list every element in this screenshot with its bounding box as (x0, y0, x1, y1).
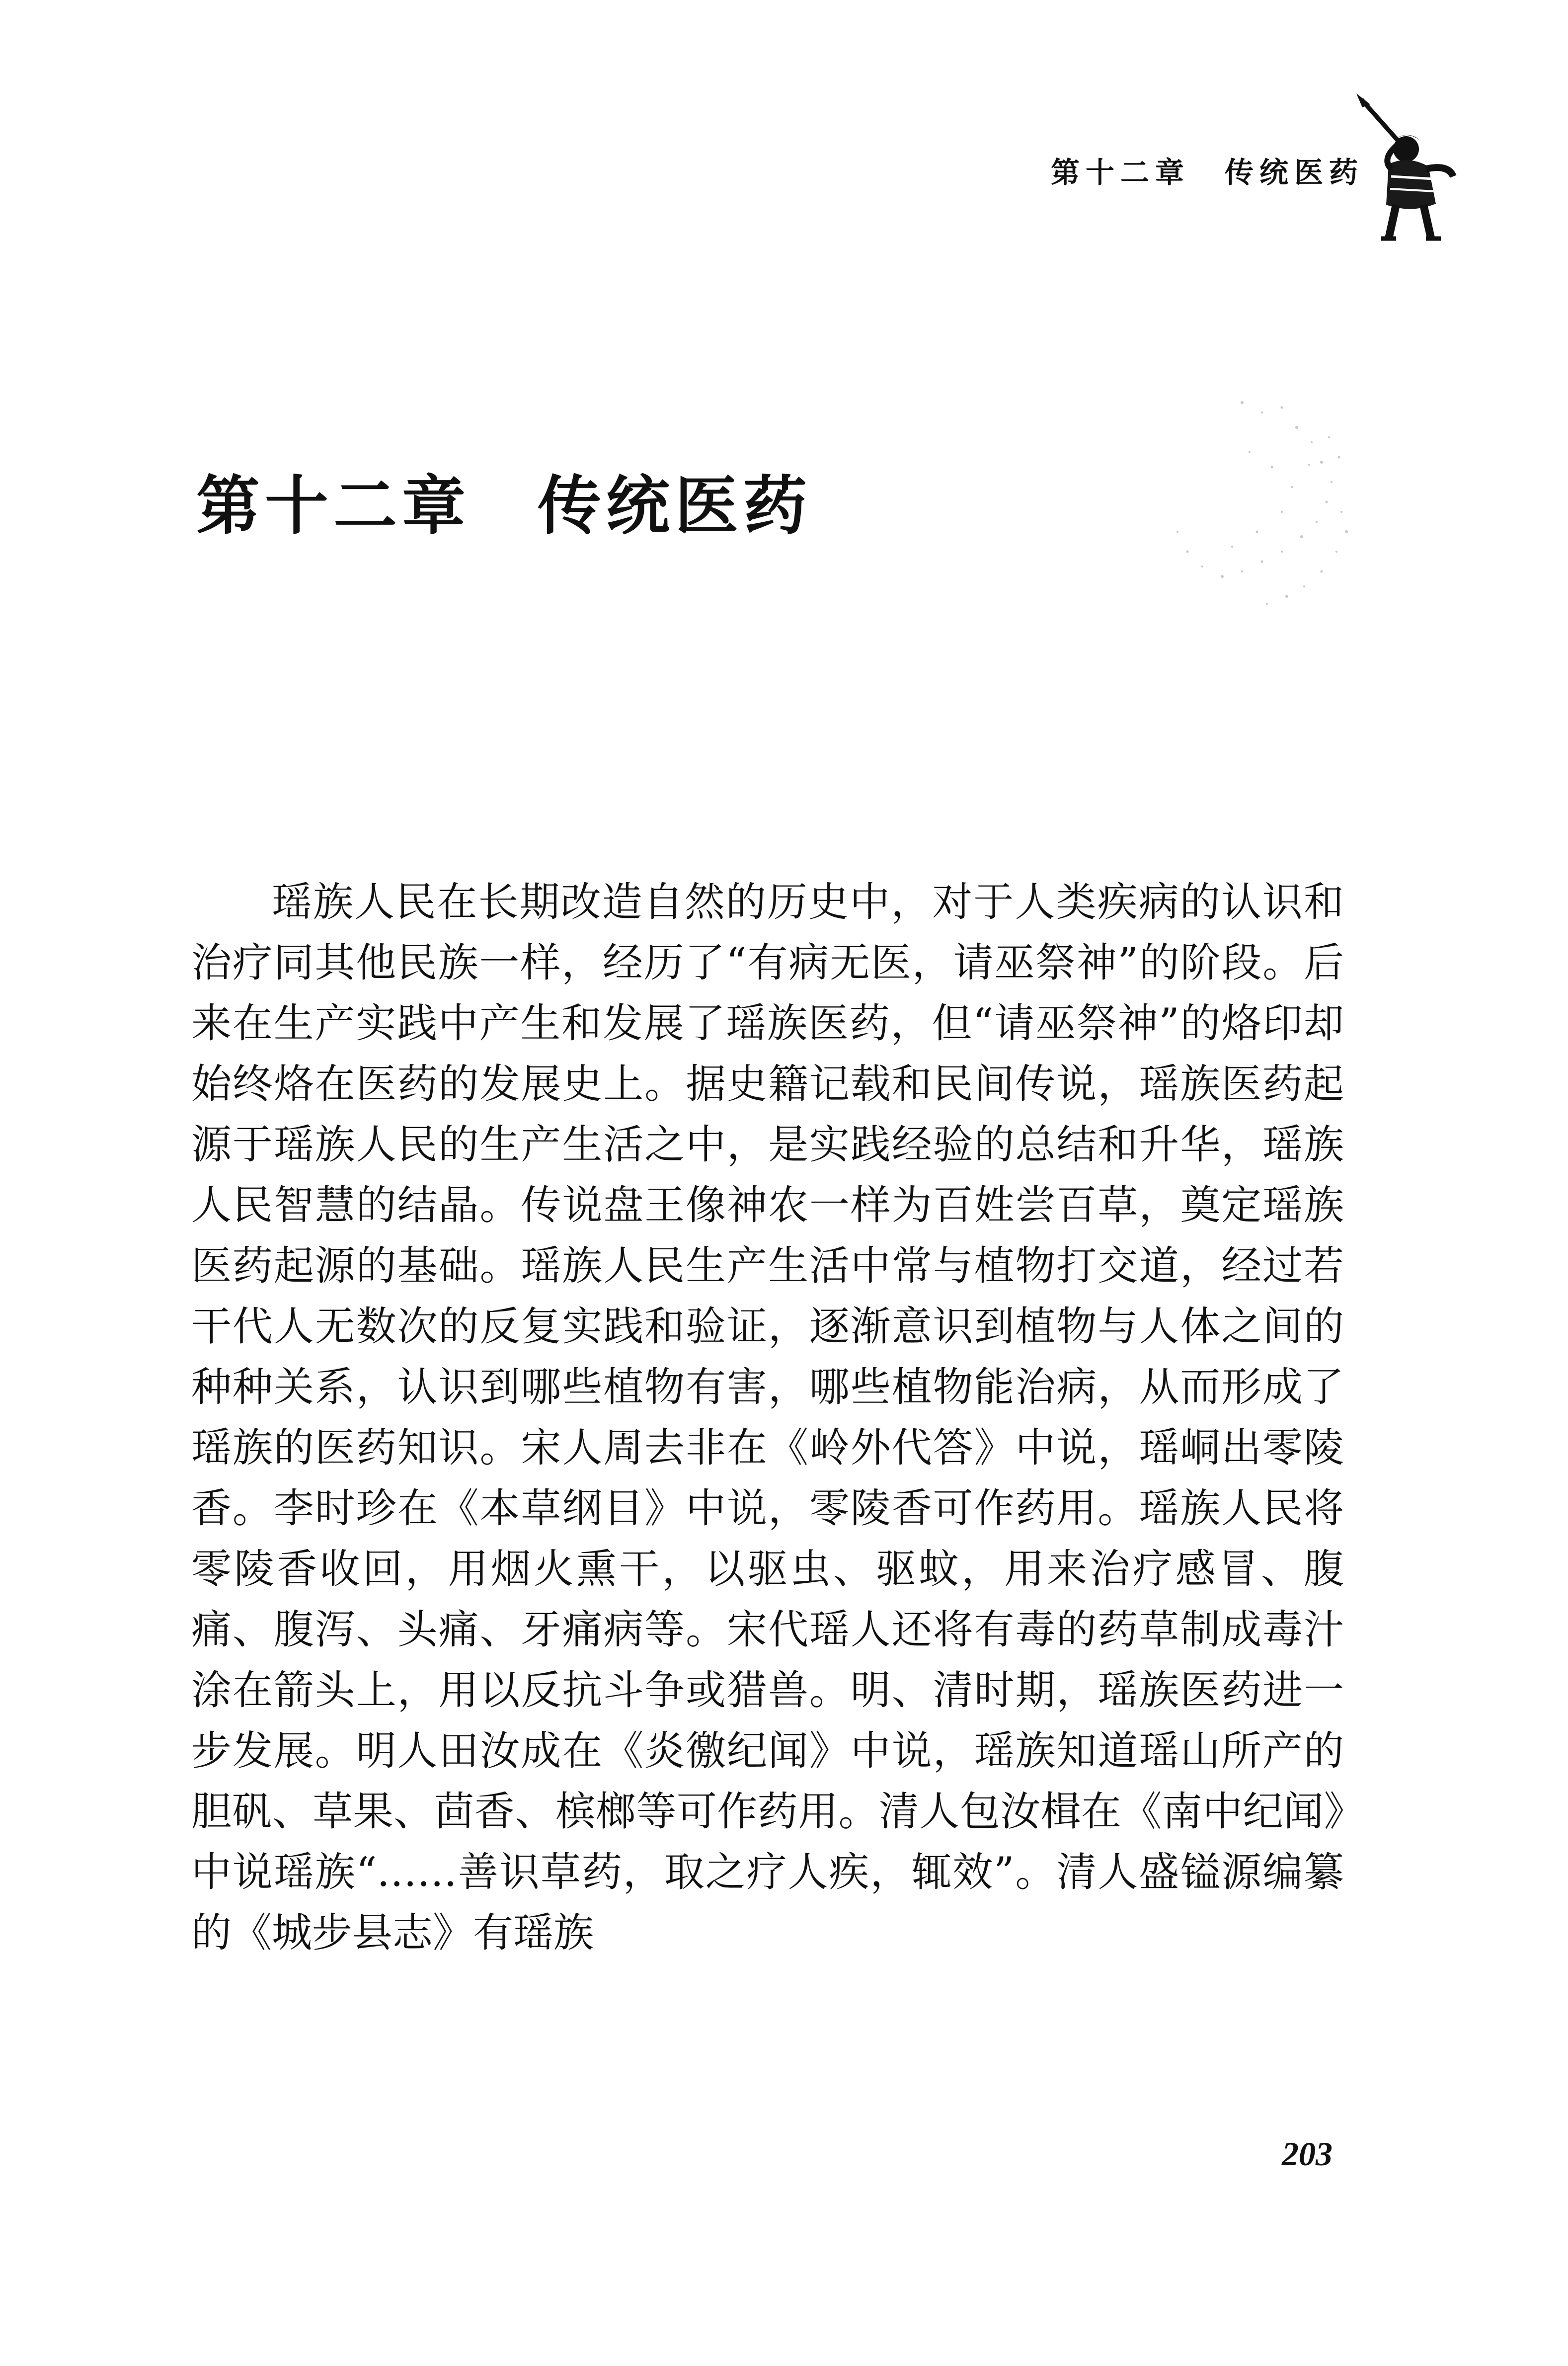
body-paragraph: 瑶族人民在长期改造自然的历史中，对于人类疾病的认识和治疗同其他民族一样，经历了“有病无医，请巫祭神”的阶段。后来在生产实践中产生和发展了瑶族医药，但“请巫祭神”的烙印却始终烙在医药的发展史上。据史籍记载和民间传说，瑶族医药起源于瑶族人民的生产生活之中，是实践经验的总结和升华，瑶族人民智慧的结晶。传说盘王像神农一样为百姓尝百草，奠定瑶族医药起源的基础。瑶族人民生产生活中常与植物打交道，经过若干代人无数次的反复实践和验证，逐渐意识到植物与人体之间的种种关系，认识到哪些植物有害，哪些植物能治病，从而形成了瑶族的医药知识。宋人周去非在《岭外代答》中说，瑶峒出零陵香。李时珍在《本草纲目》中说，零陵香可作药用。瑶族人民将零陵香收回，用烟火熏干，以驱虫、驱蚊，用来治疗感冒、腹痛、腹泻、头痛、牙痛病等。宋代瑶人还将有毒的药草制成毒汁涂在箭头上，用以反抗斗争或猎兽。明、清时期，瑶族医药进一步发展。明人田汝成在《炎徼纪闻》中说，瑶族知道瑶山所产的胆矾、草果、茴香、槟榔等可作药用。清人包汝楫在《南中纪闻》中说瑶族“……善识草药，取之疗人疾，辄效”。清人盛镒源编纂的《城步县志》有瑶族 (191, 879, 1344, 1957)
body-text (191, 872, 1344, 1963)
decorative-speckle (1133, 383, 1361, 621)
chapter-name: 传统医药 (538, 469, 812, 543)
chapter-title (196, 455, 812, 546)
running-header (1051, 149, 1364, 191)
running-header-title: 传统医药 (1225, 156, 1364, 189)
running-header-chapter: 第十二章 (1051, 156, 1190, 189)
page-number: 203 (1282, 2135, 1333, 2173)
warrior-figure-icon (1341, 89, 1461, 248)
chapter-number: 第十二章 (196, 469, 471, 543)
